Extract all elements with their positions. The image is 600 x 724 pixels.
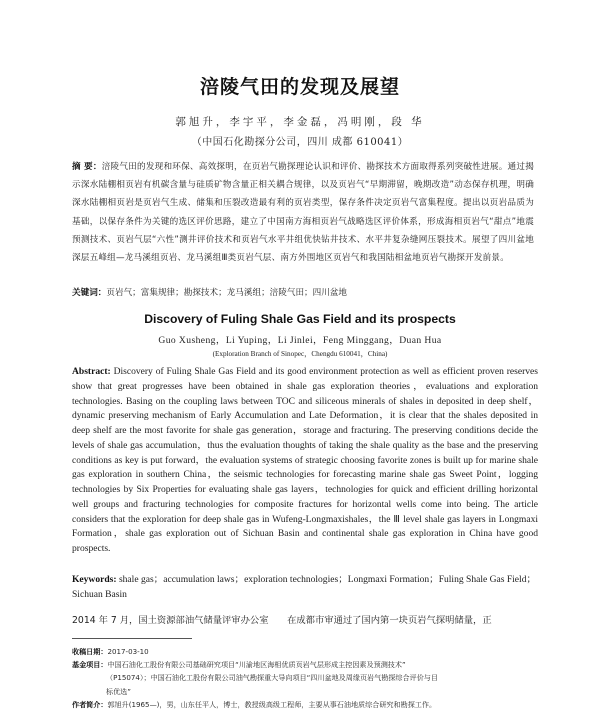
chinese-keywords-text: 页岩气；富集规律；勘探技术；龙马溪组；涪陵气田；四川盆地	[106, 288, 348, 298]
english-keywords	[72, 572, 538, 602]
chinese-keywords	[72, 286, 534, 300]
footnote-received-label: 收稿日期：	[72, 647, 108, 656]
footnote-fund-line-3: 标优选”	[106, 686, 131, 696]
english-affiliation: (Exploration Branch of Sinopec，Chengdu 610041，China)	[212, 350, 388, 358]
english-abstract-text: Discovery of Fuling Shale Gas Field and its good environment protection as well as efficient proven reserves show that great progresses have been obtained in shale gas exploration theories，evaluations and exploration technologies. Basing on the coupling laws between TOC and siliceous minerals of shales in deposited in deep shelf，dynamic preserving mechanism of Early Accumulation and Late Deformation，it is clear that the shales deposited in deep shelf are the most favorite for shale gas generation，storage and fracturing. The preserving conditions decide the levels of shale gas accumulation，thus the evaluation thoughts of taking the shale quality as the base and the preserving conditions as key is put forward，the evaluation systems of strategic choosing favorite zones is built up for marine shale gas exploration in southern China，the seismic technologies for forecasting marine shale gas Sweet Point，logging technologies by Six Properties for evaluating shale gas layers，technologies for quick and efficient drilling horizontal well groups and fracturing technologies for composite fractures for horizontal wells come into being. The article considers that the exploration for deep shale gas in Wufeng-Longmaxishales，the Ⅲ level shale gas layers in Longmaxi Formation，shale gas exploration out of Sichuan Basin and continental shale gas exploration in China have good prospects.	[72, 366, 538, 554]
footnote-received-date: 2017-03-10	[107, 647, 149, 656]
footnote-divider	[72, 638, 192, 639]
footnote-author-text: 郭旭升(1965—)，男，山东任平人，博士，教授级高级工程师，主要从事石油地质综合研究和勘探工作。	[107, 699, 437, 709]
footnote-author-label: 作者简介：	[72, 699, 108, 709]
footnote-fund	[72, 658, 538, 671]
english-keywords-text: shale gas；accumulation laws；exploration technologies；Longmaxi Formation；Fuling Shale Gas Field；Sichuan Basin	[72, 574, 537, 600]
english-title: Discovery of Fuling Shale Gas Field and its prospects	[144, 312, 456, 326]
chinese-abstract	[72, 158, 534, 267]
footnotes	[72, 645, 538, 711]
english-authors: Guo Xusheng，Li Yuping，Li Jinlei，Feng Minggang，Duan Hua	[158, 335, 442, 346]
chinese-authors: 郭旭升，李宇平，李金磊，冯明刚，段 华	[175, 116, 425, 128]
chinese-keywords-label: 关键词：	[72, 288, 107, 298]
footnote-author	[72, 698, 538, 711]
footnote-fund-line-2: （P15074）；中国石油化工股份有限公司油气勘探重大导向项目“四川盆地及周缘页岩气勘探综合评价与目	[106, 673, 438, 683]
english-keywords-label: Keywords:	[72, 574, 117, 585]
footnote-fund-line-1: 中国石油化工股份有限公司基础研究项目“川渝地区海相优质页岩气层形成主控因素及预测技术”	[107, 660, 406, 670]
footnote-received	[72, 645, 538, 658]
chinese-abstract-label: 摘 要：	[72, 162, 102, 172]
body-first-line: 2014 年 7 月，国土资源部油气储量评审办公室 在成都市审通过了国内第一块页岩气探明储量，正	[72, 615, 492, 626]
english-abstract-label: Abstract:	[72, 366, 111, 377]
chinese-abstract-text: 涪陵气田的发现和环保、高效探明，在页岩气勘探理论认识和评价、勘探技术方面取得系列突破性进展。通过揭示深水陆棚相页岩有机碳含量与硅质矿物含量正相关耦合规律，以及页岩气“早期滞留，晚期改造”动态保存机理，明确深水陆棚相页岩是页岩气生成、储集和压裂改造最有利的页岩类型，保存条件决定页岩气富集程度。提出以页岩品质为基础，以保存条件为关键的选区评价思路，建立了中国南方海相页岩气战略选区评价体系，形成海相页岩气“甜点”地震预测技术、页岩气层“六性”测井评价技术和页岩气水平井组优快钻井技术、水平井复杂缝网压裂技术。展望了四川盆地深层五峰组—龙马溪组页岩、龙马溪组Ⅲ类页岩气层、南方外围地区页岩气和我国陆相盆地页岩气勘探开发前景。	[72, 162, 534, 264]
english-abstract	[72, 365, 538, 557]
chinese-title: 涪陵气田的发现及展望	[199, 76, 400, 98]
chinese-affiliation: （中国石化勘探分公司，四川 成都 610041）	[191, 137, 409, 148]
footnote-fund-label: 基金项目：	[72, 660, 108, 670]
